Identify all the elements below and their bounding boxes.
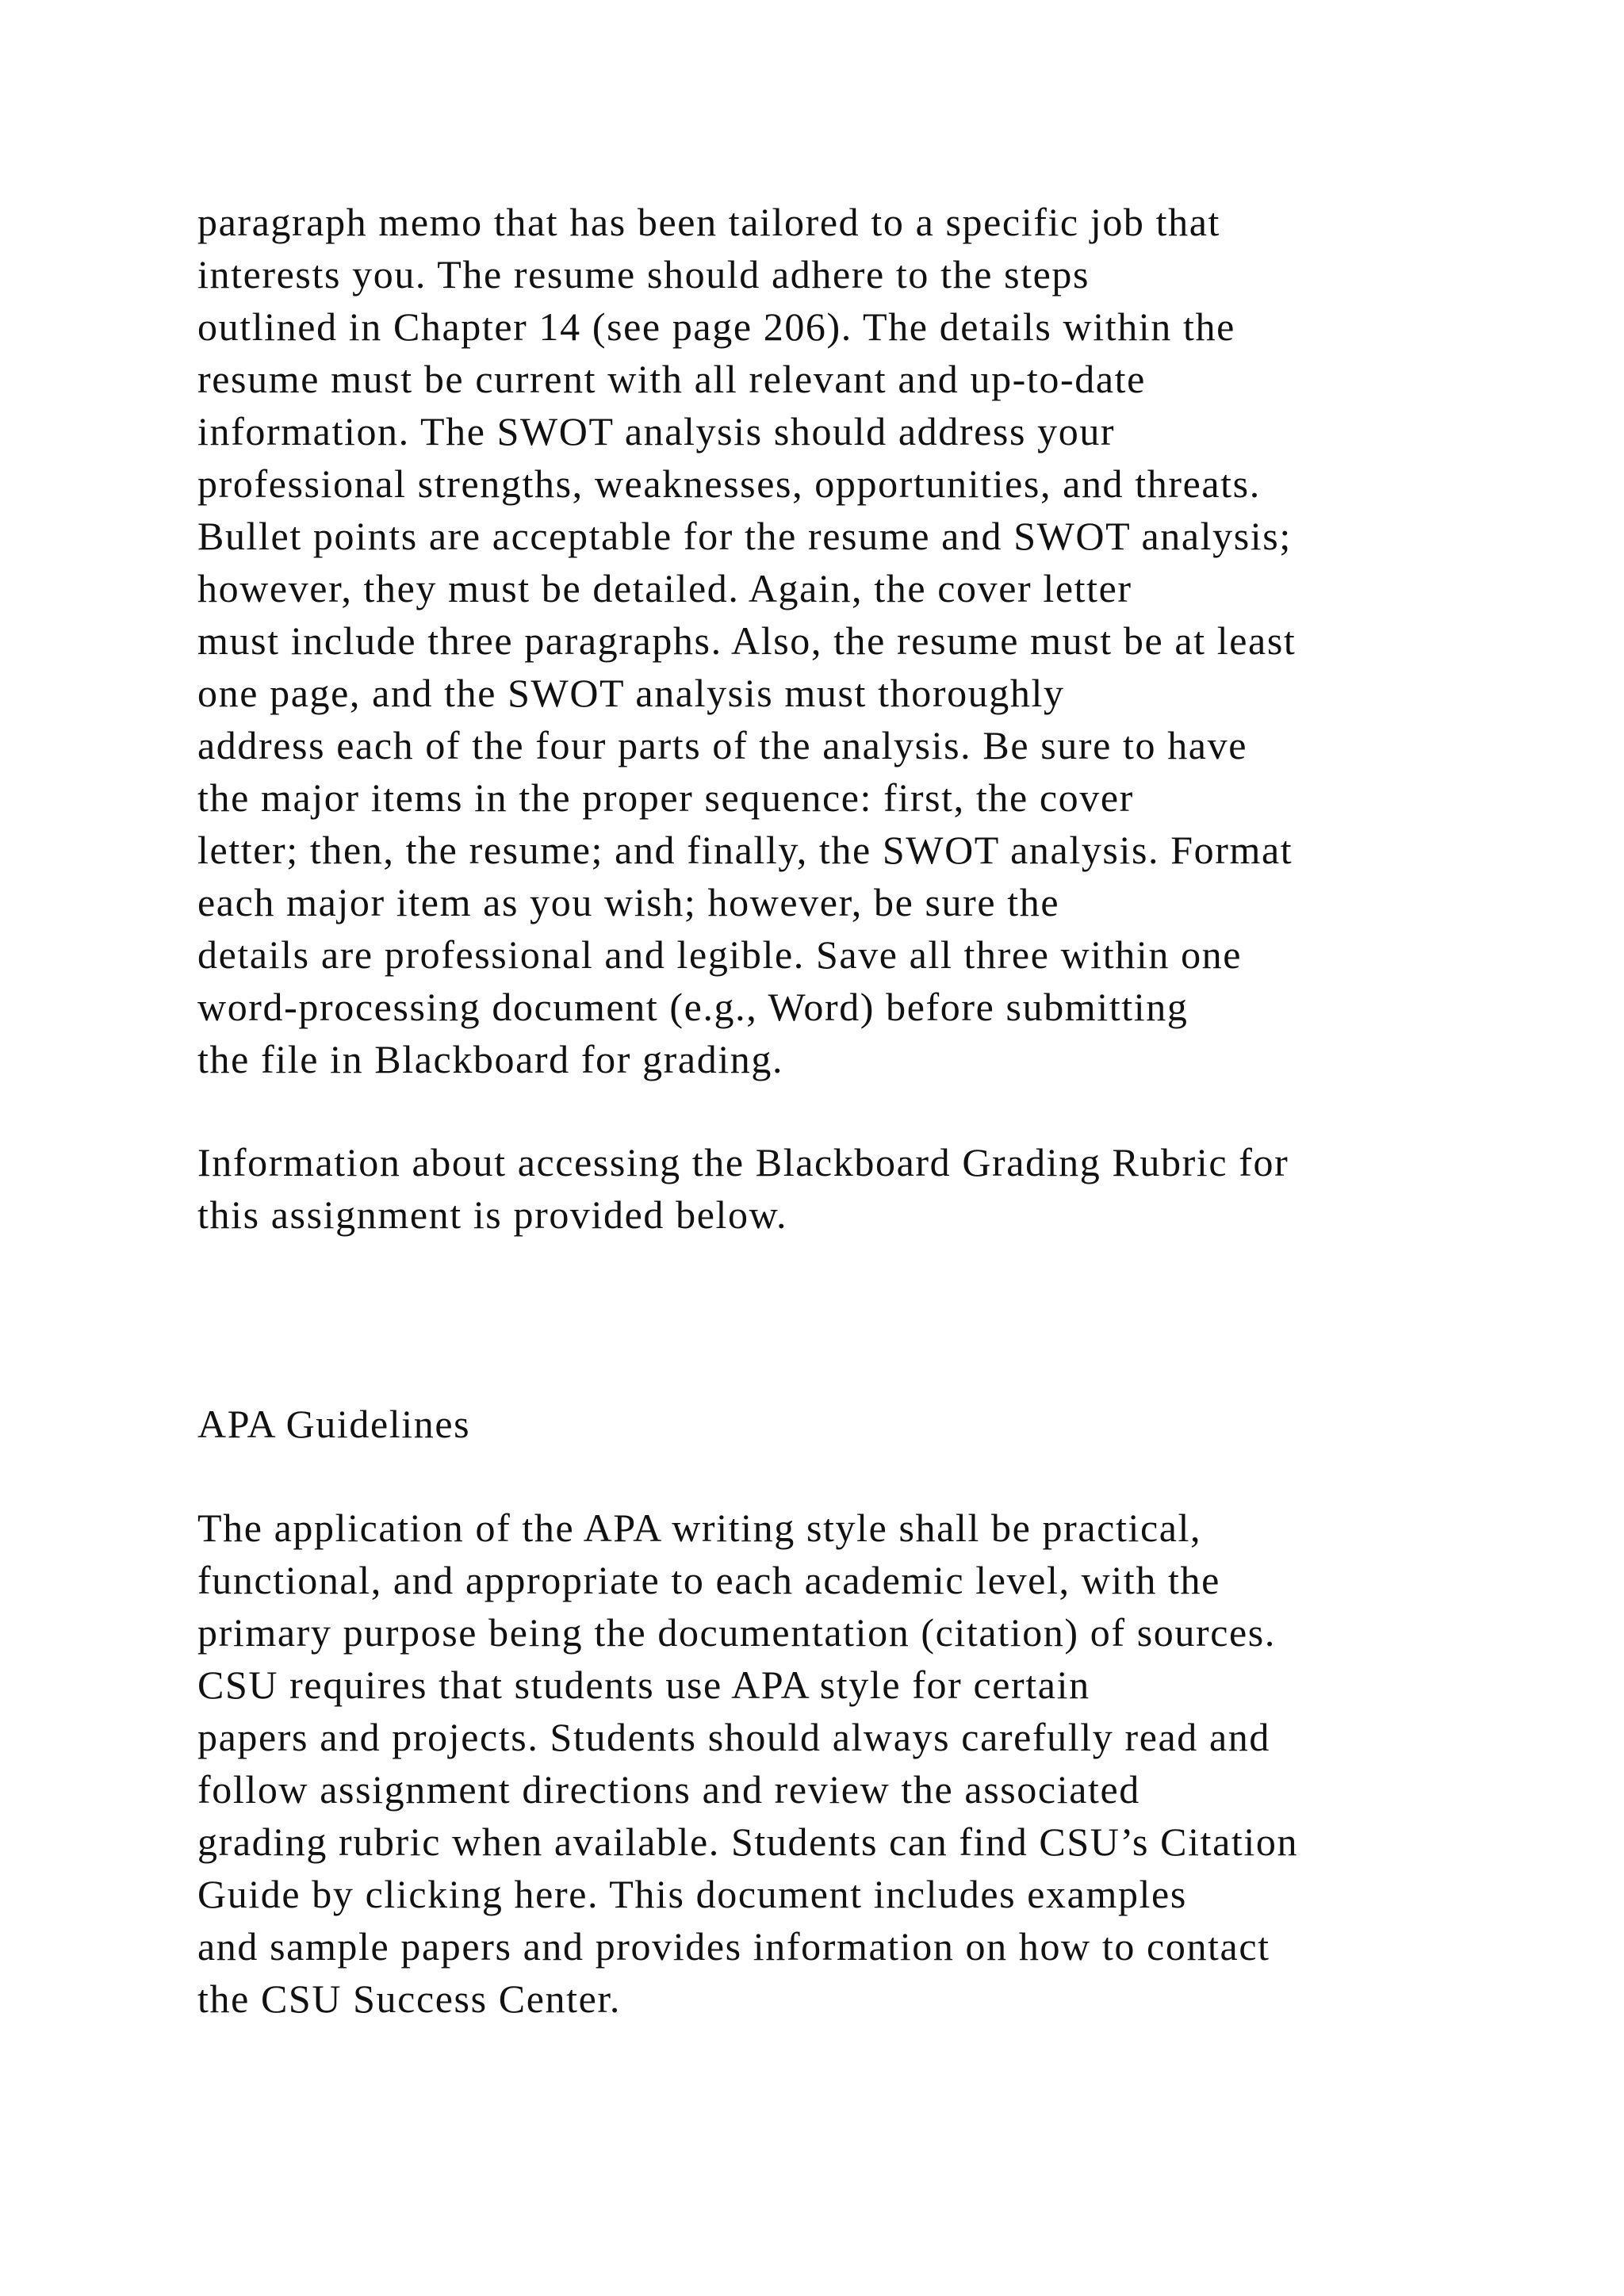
text-line: details are professional and legible. Save all three within one [197,932,1243,977]
text-line: resume must be current with all relevant and up-to-date [197,357,1146,401]
text-line: and sample papers and provides information on how to contact [197,1924,1270,1969]
text-line: functional, and appropriate to each academic level, with the [197,1558,1220,1602]
apa-guidelines-paragraph [197,1502,1298,2025]
text-line: professional strengths, weaknesses, opportunities, and threats. [197,461,1261,506]
text-line: this assignment is provided below. [197,1192,788,1237]
rubric-info-paragraph [197,1136,1289,1241]
text-line: paragraph memo that has been tailored to a specific job that [197,200,1220,244]
text-line: the major items in the proper sequence: first, the cover [197,775,1134,820]
text-line: CSU requires that students use APA style for certain [197,1663,1090,1707]
text-line: primary purpose being the documentation (citation) of sources. [197,1610,1276,1655]
text-line: follow assignment directions and review the associated [197,1767,1140,1812]
text-line: Information about accessing the Blackboard Grading Rubric for [197,1140,1289,1184]
text-line: letter; then, the resume; and finally, the SWOT analysis. Format [197,828,1293,872]
text-line: Guide by clicking here. This document includes examples [197,1872,1187,1916]
text-line: one page, and the SWOT analysis must thoroughly [197,671,1065,715]
text-line: the file in Blackboard for grading. [197,1037,784,1081]
heading-text: APA Guidelines [197,1402,471,1446]
text-line: must include three paragraphs. Also, the resume must be at least [197,618,1297,663]
section-heading [197,1398,470,1450]
text-line: Bullet points are acceptable for the resume and SWOT analysis; [197,514,1292,558]
text-line: interests you. The resume should adhere to the steps [197,252,1090,297]
text-line: grading rubric when available. Students can find CSU’s Citation [197,1820,1299,1864]
text-line: papers and projects. Students should always carefully read and [197,1715,1270,1759]
text-line: address each of the four parts of the analysis. Be sure to have [197,723,1247,767]
text-line: outlined in Chapter 14 (see page 206). The details within the [197,304,1235,349]
text-line: information. The SWOT analysis should address your [197,409,1116,453]
text-line: The application of the APA writing style shall be practical, [197,1506,1202,1550]
text-line: each major item as you wish; however, be sure the [197,880,1060,924]
text-line: word-processing document (e.g., Word) before submitting [197,985,1189,1029]
text-line: the CSU Success Center. [197,1976,621,2021]
text-line: however, they must be detailed. Again, the cover letter [197,566,1132,610]
assignment-paragraph [197,196,1296,1085]
